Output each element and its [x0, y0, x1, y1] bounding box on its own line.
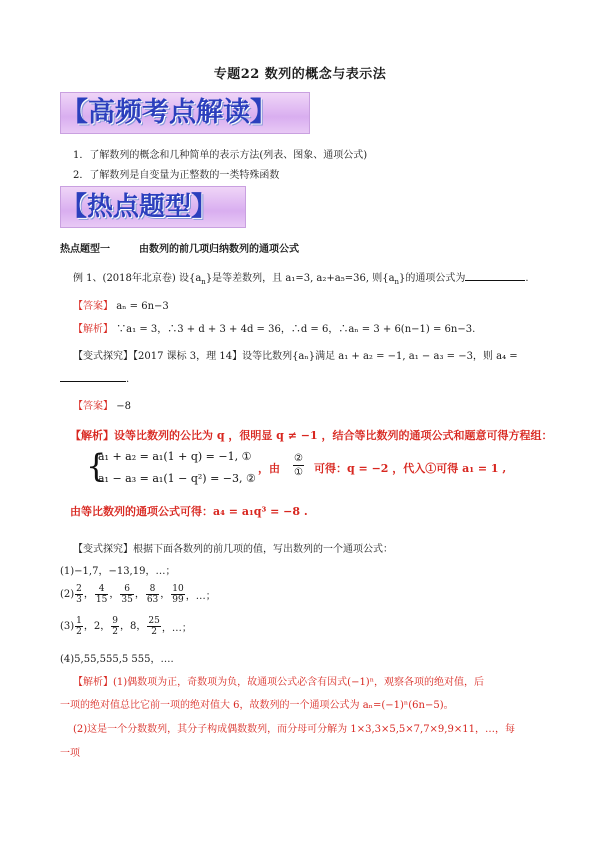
fraction — [146, 584, 159, 605]
analysis-3-line-4: 一项 — [60, 748, 80, 759]
fraction-numerator: 9 — [112, 615, 119, 626]
separator: ， — [136, 620, 147, 632]
example-1-mid: }是等差数列，且 a₁=3, a₂+a₅=36, 则{a — [205, 273, 395, 284]
fraction — [120, 584, 133, 605]
banner-high-frequency: 【高频考点解读】 — [60, 92, 310, 134]
fraction-numerator: 4 — [95, 584, 108, 595]
answer-2 — [73, 397, 131, 412]
answer-blank — [60, 372, 126, 382]
example-1-sub: n — [201, 278, 206, 286]
fraction-denominator: 99 — [172, 594, 184, 605]
analysis-3-line-2: 一项的绝对值总比它前一项的绝对值大 6，故数列的一个通项公式为 aₙ=(−1)ⁿ(6n−5)。 — [60, 700, 454, 711]
objective-2: 2．了解数列是自变量为正整数的一类特殊函数 — [73, 170, 280, 181]
fraction-numerator: 10 — [172, 583, 184, 594]
sequence-3 — [60, 612, 192, 640]
separator: ， — [83, 620, 94, 632]
sequence-term: 8 — [130, 620, 137, 632]
fraction-denominator: 2 — [76, 626, 82, 637]
ratio-numerator: ② — [294, 453, 303, 464]
separator: ， — [120, 620, 131, 632]
fraction — [111, 616, 119, 637]
separator: ， — [109, 588, 120, 600]
system-after: 可得：q = −2 ，代入①可得 a₁ = 1 , — [314, 462, 507, 475]
equation-system — [86, 446, 566, 490]
sequence-2-tail: ，…； — [185, 590, 216, 602]
page-title: 专题22 数列的概念与表示法 — [213, 67, 387, 82]
answer-1 — [73, 297, 169, 312]
fraction-numerator: 6 — [120, 584, 133, 595]
objective-1: 1．了解数列的概念和几种简单的表示方法(列表、图象、通项公式) — [73, 150, 368, 161]
fraction-numerator: 2 — [76, 583, 82, 594]
analysis-1-tag: 【解析】 — [73, 324, 113, 335]
fraction-denominator: 2 — [112, 626, 119, 637]
fraction-denominator: 3 — [76, 594, 82, 605]
hot-type-label: 热点题型一 — [60, 244, 110, 255]
formula-line: 由等比数列的通项公式可得：a₄ = a₁q³ = −8 . — [70, 505, 308, 518]
separator: ， — [100, 620, 111, 632]
fraction-numerator: 1 — [76, 615, 82, 626]
analysis-3-line-3: (2)这是一个分数数列，其分子构成偶数数列，而分母可分解为 1×3,3×5,5×7,7×9,9×11，…，每 — [73, 724, 515, 735]
example-1-sub2: n — [394, 278, 400, 286]
analysis-1-text: ∵a₁ = 3，∴3 + d + 3 + 4d = 36，∴d = 6，∴aₙ = 3 + 6(n−1) = 6n−3. — [116, 324, 476, 335]
equation-1: a₁ + a₂ = a₁(1 + q) = −1, ① — [98, 450, 252, 463]
fraction-denominator: 35 — [121, 594, 133, 605]
sequence-1: (1)−1,7，−13,19，…； — [60, 566, 176, 577]
answer-2-tag: 【答案】 — [73, 401, 113, 412]
analysis-3-line-1: 【解析】(1)偶数项为正，奇数项为负，故通项公式必含有因式(−1)ⁿ，观察各项的绝对值，后 — [73, 677, 485, 688]
fraction-denominator: 15 — [95, 594, 108, 605]
analysis-1 — [73, 320, 475, 335]
separator: ， — [134, 588, 145, 600]
answer-1-text: aₙ = 6n−3 — [116, 301, 169, 312]
sequence-3-tail: ，…； — [161, 622, 192, 634]
fraction — [75, 584, 83, 605]
variant-1: 【变式探究】【2017 课标 3，理 14】设等比数列{aₙ}满足 a₁ + a₂ = −1, a₁ − a₃ = −3，则 a₄ = — [73, 351, 518, 362]
equation-2: a₁ − a₃ = a₁(1 − q²) = −3, ② — [98, 472, 256, 485]
sequence-2 — [60, 580, 216, 608]
brace: { — [86, 447, 107, 485]
ratio-denominator: ① — [294, 467, 303, 478]
variant-1-blank — [60, 372, 129, 385]
variant-1-dot: . — [126, 374, 130, 385]
sequence-4: (4)5,55,555,5 555，…. — [60, 654, 174, 665]
answer-blank — [465, 271, 525, 281]
variant-2: 【变式探究】根据下面各数列的前几项的值，写出数列的一个通项公式： — [73, 544, 393, 555]
fraction-numerator: 25 — [148, 615, 160, 626]
answer-2-text: −8 — [116, 401, 131, 412]
fraction-denominator: 63 — [146, 594, 159, 605]
sequence-2-label: (2) — [60, 588, 75, 600]
fraction — [95, 584, 108, 605]
banner-hot-topics: 【热点题型】 — [60, 186, 246, 228]
fraction-numerator: 8 — [146, 584, 159, 595]
answer-1-tag: 【答案】 — [73, 301, 113, 312]
example-1-prefix: 例 1、(2018年北京卷) 设{a — [73, 273, 202, 284]
sequence-3-label: (3) — [60, 620, 75, 632]
fraction — [75, 616, 83, 637]
example-1: 例 1、(2018年北京卷) 设$\{a_n\}$是等差数列，且 a₁=3, a₂+a₅=36, 则$\{a_n\}$的通项公式为 . — [73, 273, 529, 286]
fraction — [171, 584, 184, 605]
system-by: ，由 — [258, 462, 280, 475]
fraction — [147, 616, 160, 637]
sequence-2-terms — [74, 584, 186, 605]
analysis-2: 【解析】设等比数列的公比为 q ，很明显 q ≠ −1 ，结合等比数列的通项公式和题意可得方程组： — [70, 429, 553, 442]
ratio-fraction — [293, 452, 304, 479]
separator: ， — [160, 588, 171, 600]
separator: ， — [83, 588, 94, 600]
sequence-term: 2 — [93, 620, 101, 632]
example-1-suffix: }的通项公式为 — [399, 273, 466, 284]
hot-type-heading — [60, 240, 299, 255]
fraction-denominator: 2 — [151, 626, 157, 637]
sequence-3-terms — [74, 616, 162, 637]
hot-type-text: 由数列的前几项归纳数列的通项公式 — [138, 244, 299, 255]
